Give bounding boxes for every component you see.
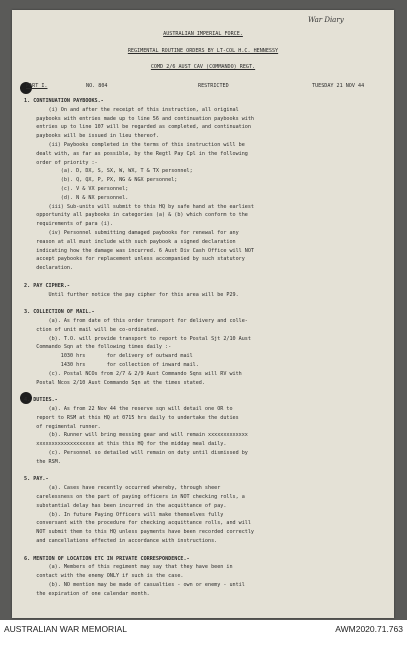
order-date: TUESDAY 21 NOV 44: [312, 83, 365, 89]
body-line: Postal Ncos 2/10 Aust Commando Sqn at the times stated.: [24, 379, 205, 386]
body-line: ction of unit mail will be co-ordinated.: [24, 326, 159, 333]
body-line: (b). In future Paying Officers will make themselves fully: [24, 511, 224, 518]
body-line: (a). Cases have recently occurred whereby, through sheer: [24, 485, 221, 492]
part-label: PART I.: [26, 83, 48, 89]
unit-heading: COMD 2/6 AUST CAV (COMMANDO) REGT.: [150, 64, 256, 70]
body-line: (c). Personnel so detailed will remain on duty until dismissed by: [24, 450, 248, 456]
body-line: indicating how the damage was incurred. 6 Aust Div Cash Office will NOT: [24, 247, 255, 254]
body-line: 1. CONTINUATION PAYBOOKS.-: [24, 98, 104, 104]
body-line: 1430 hrs for collection of inward mail.: [24, 362, 199, 368]
body-line: dealt with, as far as possible, by the Regtl Pay Cpl in the following: [24, 150, 248, 157]
body-line: 1030 hrs for delivery of outward mail: [24, 353, 193, 360]
body-line: reason at all must include with such paybook a signed declaration: [24, 238, 236, 245]
body-line: the expiration of one calendar month.: [24, 590, 150, 597]
body-line: (c). V & VX personnel;: [24, 186, 129, 192]
document-page: [12, 10, 394, 618]
body-line: order of priority :-: [24, 159, 98, 166]
body-line: substantial delay has been incurred in the acquittance of pay.: [24, 502, 227, 509]
body-line: 3. COLLECTION OF MAIL.-: [24, 309, 95, 316]
body-line: (a). As from 22 Nov 44 the reserve sqn will detail one OR to: [24, 406, 233, 412]
body-line: paybooks with entries made up to line 56 and continuation paybooks with: [24, 115, 255, 122]
body-line: (b). NO mention may be made of casualties - own or enemy - until: [24, 582, 245, 588]
body-line: conversant with the procedure for checking acquittance rolls, and will: [24, 520, 251, 527]
body-line: (a). As from date of this order transport for delivery and colle-: [24, 318, 248, 324]
body-line: contact with the enemy ONLY if such is the case.: [24, 573, 184, 580]
body-line: (c). Postal NCOs from 2/7 & 2/9 Aust Commando Sqns will RV with: [24, 370, 242, 377]
body-line: report to RSM at this HQ at 0715 hrs daily to undertake the duties: [24, 414, 239, 421]
body-line: (ii) Paybooks completed in the terms of this instruction will be: [24, 142, 245, 148]
body-line: (a). D, DX, S, SX, W, WX, T & TX personnel;: [24, 168, 193, 175]
footer-reference: AWM2020.71.763: [335, 624, 403, 634]
body-line: and cancellations effected in accordance with instructions.: [24, 538, 218, 544]
body-line: (b). Runner will bring messing gear and will remain xxxxxxxxxxxxx: [24, 432, 248, 439]
body-line: (b). Q, QX, P, PX, NG & NGX personnel;: [24, 177, 178, 184]
body-line: declaration.: [24, 265, 74, 272]
body-line: entries up to line 107 will be regarded as completed, and continuation: [24, 124, 251, 131]
body-line: (d). N & NX personnel.: [24, 194, 129, 201]
body-line: opportunity all paybooks in categories (a) & (b) which conform to the: [24, 212, 248, 219]
body-line: (b). T.O. will provide transport to report to Postal Sjt 2/10 Aust: [24, 335, 251, 342]
body-line: carelessness on the part of paying officers in NOT checking rolls, a: [24, 494, 245, 500]
handwritten-annotation: War Diary: [308, 16, 344, 24]
classification: RESTRICTED: [198, 83, 229, 89]
body-line: of regimental runner.: [24, 423, 101, 430]
orders-title: REGIMENTAL ROUTINE ORDERS BY LT-COL H.C. HENNESSY: [127, 48, 279, 54]
body-line: Until further notice the pay cipher for this area will be P29.: [24, 291, 239, 298]
footer-bar: [0, 620, 407, 653]
body-line: (iv) Personnel submitting damaged paybooks for renewal for any: [24, 230, 239, 236]
body-line: (iii) Sub-units will submit to this HQ by safe hand at the earliest: [24, 203, 255, 210]
body-line: NOT submit them to this HQ unless payments have been recorded correctly: [24, 529, 255, 536]
body-line: Commando Sqn at the following times daily :-: [24, 344, 172, 351]
body-line: 5. PAY.-: [24, 476, 49, 483]
body-line: paybooks will be issued in lieu thereof.: [24, 133, 159, 140]
footer-institution: AUSTRALIAN WAR MEMORIAL: [4, 624, 127, 634]
body-line: 4. DUTIES.-: [24, 397, 58, 404]
order-number: NO. 804: [86, 83, 108, 89]
body-line: the RSM.: [24, 458, 61, 465]
body-line: accept paybooks for replacement unless accompanied by such statutory: [24, 256, 245, 263]
body-line: 6. MENTION OF LOCATION ETC IN PRIVATE CORRESPONDENCE.-: [24, 555, 190, 562]
body-line: requirements of para (i).: [24, 221, 113, 228]
force-heading: AUSTRALIAN IMPERIAL FORCE.: [163, 31, 243, 37]
body-line: xxxxxxxxxxxxxxxxxxx at this this HQ for the midday meal daily.: [24, 441, 227, 448]
body-line: (a). Members of this regiment may say that they have been in: [24, 564, 233, 571]
body-line: (i) On and after the receipt of this instruction, all original: [24, 106, 239, 113]
body-line: 2. PAY CIPHER.-: [24, 282, 71, 289]
